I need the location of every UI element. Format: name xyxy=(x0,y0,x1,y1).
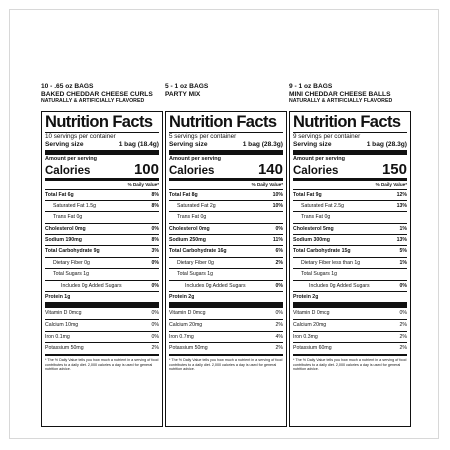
nutrient-row xyxy=(169,201,283,212)
daily-value-heading: % Daily Value* xyxy=(293,181,407,190)
vitamin-rows xyxy=(45,308,159,353)
bag-count: 5 - 1 oz BAGS xyxy=(165,83,209,90)
footnote: * The % Daily Value tells you how much a nutrient in a serving of food contributes to a daily diet. 2,000 calories a day is used for general nutrition advice. xyxy=(169,358,283,372)
divider xyxy=(293,354,407,357)
nutrient-row xyxy=(169,269,283,280)
calories-label: Calories xyxy=(45,165,91,177)
serving-size-value: 1 bag (18.4g) xyxy=(118,141,159,148)
vitamin-rows xyxy=(293,308,407,353)
nutrient-name: Saturated Fat 2.5g xyxy=(301,202,344,209)
vitamin-row xyxy=(293,320,407,332)
daily-value-heading: % Daily Value* xyxy=(45,181,159,190)
nutrient-name: Includes 0g Added Sugars xyxy=(185,282,246,289)
nutrient-daily-value: 5% xyxy=(399,248,407,255)
nutrient-daily-value: 6% xyxy=(275,248,283,255)
vitamin-name: Potassium 50mg xyxy=(169,345,208,352)
nutrition-label xyxy=(165,111,287,427)
vitamin-daily-value: 4% xyxy=(275,333,283,340)
nutrient-row xyxy=(293,224,407,235)
vitamin-name: Vitamin D 0mcg xyxy=(45,310,82,317)
nutrient-daily-value: 1% xyxy=(399,225,407,232)
vitamin-name: Calcium 10mg xyxy=(45,322,79,328)
divider xyxy=(45,354,159,357)
label-title: Nutrition Facts xyxy=(293,114,407,133)
nutrient-row xyxy=(45,269,159,280)
vitamin-row xyxy=(169,332,283,344)
vitamin-daily-value: 2% xyxy=(275,322,283,328)
nutrient-rows xyxy=(293,190,407,304)
calories-label: Calories xyxy=(293,165,339,177)
nutrient-row xyxy=(45,201,159,212)
nutrient-name: Total Fat 6g xyxy=(45,191,74,198)
divider xyxy=(45,150,159,155)
nutrient-row xyxy=(45,212,159,223)
nutrient-daily-value: 0% xyxy=(151,225,159,232)
nutrient-row xyxy=(169,281,283,292)
product-name: MINI CHEDDAR CHEESE BALLS xyxy=(289,90,391,98)
serving-size-row xyxy=(45,141,159,149)
nutrient-row xyxy=(293,190,407,201)
amount-per-serving: Amount per serving xyxy=(45,156,97,162)
vitamin-daily-value: 2% xyxy=(151,345,159,352)
nutrient-daily-value: 8% xyxy=(151,202,159,209)
flavor-note: NATURALLY & ARTIFICIALLY FLAVORED xyxy=(289,98,393,105)
servings-per-container: 9 servings per container xyxy=(293,133,361,140)
product-header xyxy=(289,83,411,106)
nutrient-row xyxy=(169,258,283,269)
nutrient-daily-value: 0% xyxy=(151,282,159,289)
bag-count: 10 - .65 oz BAGS xyxy=(41,83,94,90)
nutrient-name: Trans Fat 0g xyxy=(177,214,207,221)
calories-value: 140 xyxy=(257,161,283,178)
vitamin-name: Calcium 20mg xyxy=(169,322,203,328)
product-header xyxy=(41,83,163,106)
servings-per-container: 10 servings per container xyxy=(45,133,116,140)
flavor-note: NATURALLY & ARTIFICIALLY FLAVORED xyxy=(41,98,145,105)
nutrition-label xyxy=(289,111,411,427)
servings-per-container: 5 servings per container xyxy=(169,133,237,140)
nutrient-name: Sodium 300mg xyxy=(293,237,330,244)
nutrient-row xyxy=(293,292,407,303)
nutrient-row xyxy=(293,212,407,223)
label-title: Nutrition Facts xyxy=(169,114,283,133)
serving-size-row xyxy=(293,141,407,149)
product-name: PARTY MIX xyxy=(165,90,201,98)
divider xyxy=(169,354,283,357)
vitamin-name: Potassium 60mg xyxy=(293,345,332,352)
nutrient-row xyxy=(45,235,159,246)
serving-size-label: Serving size xyxy=(293,141,332,148)
nutrient-row xyxy=(293,235,407,246)
nutrient-name: Protein 2g xyxy=(169,294,195,301)
vitamin-row xyxy=(45,308,159,320)
vitamin-daily-value: 2% xyxy=(399,322,407,328)
nutrient-name: Dietary Fiber less than 1g xyxy=(301,259,361,266)
vitamin-daily-value: 0% xyxy=(399,310,407,317)
nutrient-name: Dietary Fiber 0g xyxy=(177,259,214,266)
nutrient-name: Includes 0g Added Sugars xyxy=(309,282,370,289)
nutrient-daily-value: 0% xyxy=(275,282,283,289)
vitamin-name: Iron 0.7mg xyxy=(169,333,194,340)
nutrient-row xyxy=(169,292,283,303)
vitamin-row xyxy=(169,343,283,354)
nutrient-name: Total Carbohydrate 16g xyxy=(169,248,227,255)
nutrient-name: Trans Fat 0g xyxy=(301,214,331,221)
serving-size-label: Serving size xyxy=(45,141,84,148)
nutrient-daily-value: 1% xyxy=(399,259,407,266)
vitamin-daily-value: 0% xyxy=(151,310,159,317)
nutrient-row xyxy=(169,190,283,201)
nutrient-rows xyxy=(45,190,159,304)
nutrient-row xyxy=(293,201,407,212)
nutrient-daily-value: 13% xyxy=(396,202,407,209)
serving-size-label: Serving size xyxy=(169,141,208,148)
nutrient-name: Saturated Fat 2g xyxy=(177,202,216,209)
nutrient-daily-value: 8% xyxy=(151,237,159,244)
serving-size-row xyxy=(169,141,283,149)
vitamin-row xyxy=(293,332,407,344)
nutrient-name: Sodium 250mg xyxy=(169,237,206,244)
nutrient-daily-value: 8% xyxy=(151,191,159,198)
vitamin-row xyxy=(169,320,283,332)
vitamin-name: Vitamin D 0mcg xyxy=(293,310,330,317)
vitamin-daily-value: 2% xyxy=(399,333,407,340)
nutrient-name: Total Carbohydrate 9g xyxy=(45,248,100,255)
nutrient-name: Protein 1g xyxy=(45,294,71,301)
vitamin-name: Iron 0.3mg xyxy=(293,333,318,340)
nutrient-rows xyxy=(169,190,283,304)
serving-size-value: 1 bag (28.3g) xyxy=(366,141,407,148)
vitamin-row xyxy=(45,320,159,332)
nutrient-name: Total Sugars 1g xyxy=(53,271,90,278)
nutrient-row xyxy=(169,212,283,223)
nutrient-row xyxy=(45,190,159,201)
nutrient-row xyxy=(293,269,407,280)
nutrient-row xyxy=(293,281,407,292)
nutrient-name: Total Fat 8g xyxy=(169,191,198,198)
vitamin-row xyxy=(293,308,407,320)
product-header xyxy=(165,83,287,98)
nutrient-daily-value: 0% xyxy=(399,282,407,289)
vitamin-name: Calcium 20mg xyxy=(293,322,327,328)
nutrient-name: Total Sugars 1g xyxy=(177,271,214,278)
nutrition-label xyxy=(41,111,163,427)
nutrient-name: Total Carbohydrate 15g xyxy=(293,248,351,255)
nutrient-daily-value: 3% xyxy=(151,248,159,255)
nutrient-row xyxy=(45,224,159,235)
calories-label: Calories xyxy=(169,165,215,177)
nutrient-name: Protein 2g xyxy=(293,294,319,301)
vitamin-row xyxy=(293,343,407,354)
calories-value: 150 xyxy=(381,161,407,178)
calories-row xyxy=(169,163,283,178)
nutrient-name: Cholesterol 5mg xyxy=(293,225,334,232)
vitamin-row xyxy=(45,343,159,354)
nutrient-name: Sodium 190mg xyxy=(45,237,82,244)
nutrient-name: Includes 0g Added Sugars xyxy=(61,282,122,289)
nutrient-row xyxy=(169,235,283,246)
amount-per-serving: Amount per serving xyxy=(293,156,345,162)
daily-value-heading: % Daily Value* xyxy=(169,181,283,190)
nutrient-name: Dietary Fiber 0g xyxy=(53,259,90,266)
product-name: BAKED CHEDDAR CHEESE CURLS xyxy=(41,90,153,98)
nutrient-daily-value: 10% xyxy=(272,191,283,198)
nutrient-row xyxy=(45,258,159,269)
divider xyxy=(169,150,283,155)
footnote: * The % Daily Value tells you how much a nutrient in a serving of food contributes to a daily diet. 2,000 calories a day is used for general nutrition advice. xyxy=(293,358,407,372)
vitamin-row xyxy=(45,332,159,344)
nutrient-daily-value: 2% xyxy=(275,259,283,266)
nutrient-name: Saturated Fat 1.5g xyxy=(53,202,96,209)
calories-row xyxy=(293,163,407,178)
vitamin-daily-value: 0% xyxy=(151,322,159,328)
label-title: Nutrition Facts xyxy=(45,114,159,133)
nutrient-daily-value: 13% xyxy=(396,237,407,244)
vitamin-row xyxy=(169,308,283,320)
divider xyxy=(293,150,407,155)
nutrient-row xyxy=(45,246,159,257)
nutrient-daily-value: 0% xyxy=(151,259,159,266)
vitamin-rows xyxy=(169,308,283,353)
nutrient-name: Cholesterol 0mg xyxy=(45,225,86,232)
calories-value: 100 xyxy=(133,161,159,178)
vitamin-daily-value: 2% xyxy=(275,345,283,352)
calories-row xyxy=(45,163,159,178)
nutrient-row xyxy=(169,224,283,235)
vitamin-daily-value: 0% xyxy=(275,310,283,317)
nutrient-row xyxy=(45,292,159,303)
nutrient-name: Trans Fat 0g xyxy=(53,214,83,221)
nutrient-name: Total Sugars 1g xyxy=(301,271,338,278)
vitamin-name: Potassium 50mg xyxy=(45,345,84,352)
nutrient-daily-value: 0% xyxy=(275,225,283,232)
nutrient-row xyxy=(169,246,283,257)
nutrient-row xyxy=(45,281,159,292)
nutrient-daily-value: 11% xyxy=(272,237,283,244)
nutrient-name: Total Fat 9g xyxy=(293,191,322,198)
nutrient-row xyxy=(293,258,407,269)
serving-size-value: 1 bag (28.3g) xyxy=(242,141,283,148)
vitamin-daily-value: 2% xyxy=(399,345,407,352)
nutrient-daily-value: 10% xyxy=(272,202,283,209)
amount-per-serving: Amount per serving xyxy=(169,156,221,162)
vitamin-daily-value: 0% xyxy=(151,333,159,340)
nutrient-name: Cholesterol 0mg xyxy=(169,225,210,232)
bag-count: 9 - 1 oz BAGS xyxy=(289,83,333,90)
nutrient-row xyxy=(293,246,407,257)
vitamin-name: Iron 0.1mg xyxy=(45,333,70,340)
vitamin-name: Vitamin D 0mcg xyxy=(169,310,206,317)
nutrient-daily-value: 12% xyxy=(396,191,407,198)
footnote: * The % Daily Value tells you how much a nutrient in a serving of food contributes to a daily diet. 2,000 calories a day is used for general nutrition advice. xyxy=(45,358,159,372)
